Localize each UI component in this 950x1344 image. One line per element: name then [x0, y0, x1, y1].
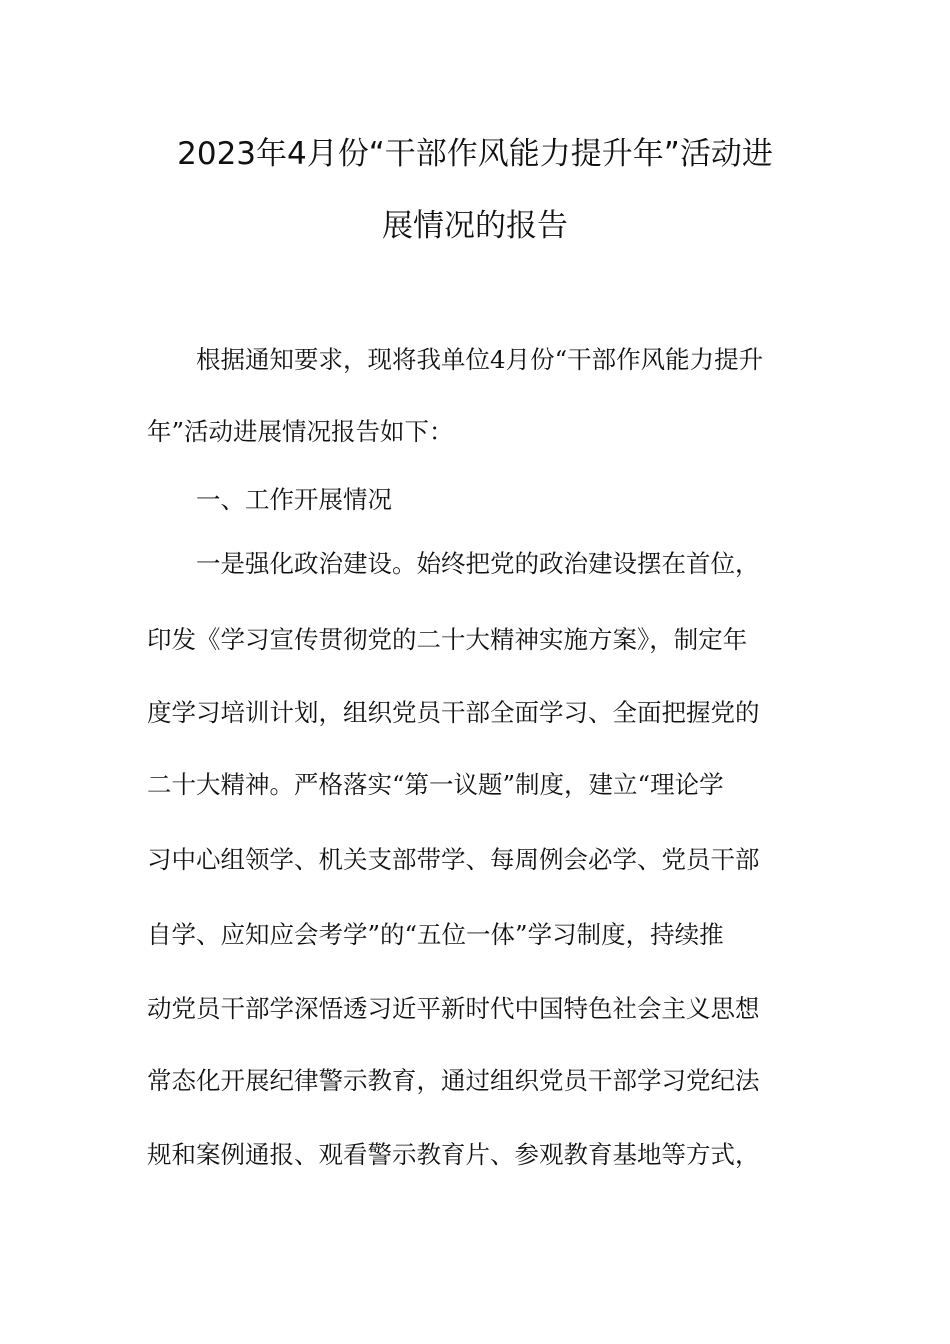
paragraph-line-9: 规和案例通报、观看警示教育片、参观教育基地等方式，: [147, 1140, 760, 1169]
paragraph-line-4: 二十大精神。严格落实“第一议题”制度，建立“理论学: [147, 770, 724, 799]
paragraph-line-3: 度学习培训计划，组织党员干部全面学习、全面把握党的: [147, 698, 760, 727]
paragraph-line-7: 动党员干部学深悟透习近平新时代中国特色社会主义思想: [147, 994, 760, 1023]
document-title-line-2: 展情况的报告: [382, 208, 568, 244]
section-heading-work-status: 一、工作开展情况: [196, 485, 392, 514]
paragraph-intro-line-1: 根据通知要求，现将我单位4月份“干部作风能力提升: [196, 345, 764, 374]
paragraph-line-6: 自学、应知应会考学”的“五位一体”学习制度，持续推: [147, 920, 724, 949]
paragraph-line-8: 常态化开展纪律警示教育，通过组织党员干部学习党纪法: [147, 1066, 760, 1095]
paragraph-intro-line-2: 年”活动进展情况报告如下：: [147, 417, 454, 446]
document-title-line-1: 2023年4月份“干部作风能力提升年”活动进: [177, 136, 773, 172]
paragraph-line-5: 习中心组领学、机关支部带学、每周例会必学、党员干部: [147, 845, 760, 874]
paragraph-line-1: 一是强化政治建设。始终把党的政治建设摆在首位，: [196, 549, 760, 578]
paragraph-line-2: 印发《学习宣传贯彻党的二十大精神实施方案》，制定年: [147, 625, 748, 654]
